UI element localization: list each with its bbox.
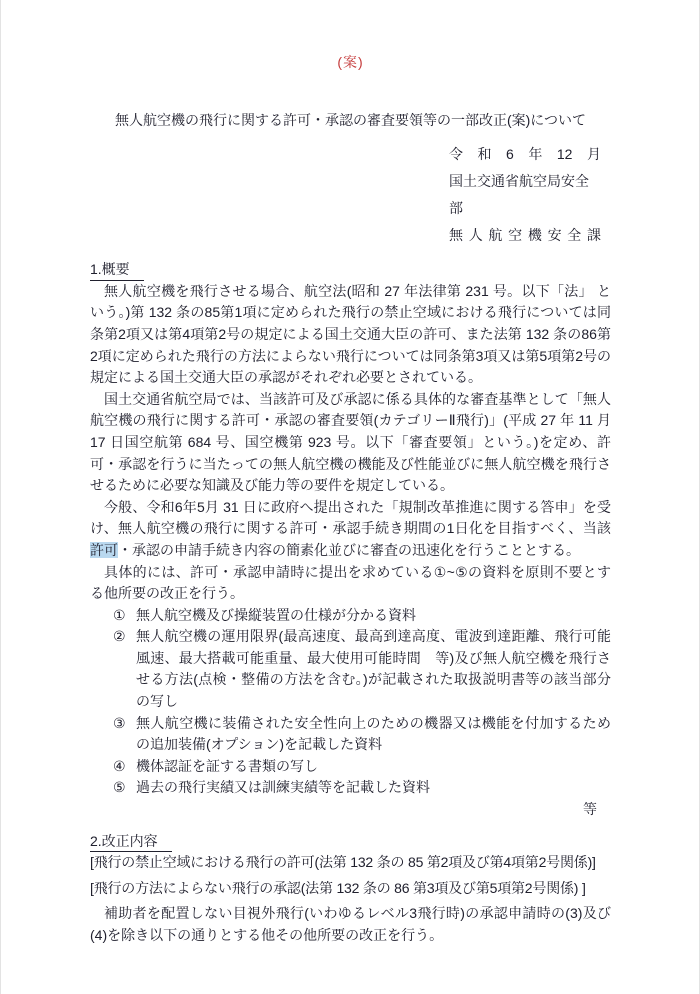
etc-note: 等 xyxy=(583,801,597,818)
list-item xyxy=(90,777,611,799)
list-item xyxy=(90,756,611,778)
list-item-number: ③ xyxy=(113,714,126,731)
bracket-note-approval: [飛行の方法によらない飛行の承認(法第 132 条の 86 第3項及び第5項第2号関係) ] xyxy=(90,879,586,896)
document-list xyxy=(90,605,611,799)
paragraph-concrete-change: 具体的には、許可・承認申請時に提出を求めている①~⑤の資料を原則不要とする他所要の改正を行う。 xyxy=(90,563,611,602)
list-item-text: 機体認証を証する書類の写し xyxy=(136,757,318,774)
section-overview xyxy=(90,259,611,820)
list-item-number: ④ xyxy=(113,757,126,774)
list-item xyxy=(90,713,611,756)
list-item-number: ② xyxy=(113,628,126,645)
section-2-heading: 2.改正内容 xyxy=(90,831,172,853)
draft-label: (案) xyxy=(337,54,364,70)
list-item xyxy=(90,605,611,627)
paragraph-text-before-highlight: 今般、令和6年5月 31 日に政府へ提出された「規制改革推進に関する答申」を受け、無人航空機の飛行に関する許可・承認手続き期間の1日化を目指すべく、当該 xyxy=(90,498,611,537)
byline-block xyxy=(449,141,601,249)
paragraph-law-basis: 無人航空機を飛行させる場合、航空法(昭和 27 年法律第 231 号。以下「法」 という。)第 132 条の85第1項に定められた飛行の禁止空域における飛行については同条第2項又は第4項第2号の規定による国土交通大臣の許可、また法第 132 条の86第2項に定められた飛行の方法によらない飛行については同条第3項又は第5項第2号の規定による国土交通大臣の承認がそれぞれ必要とされている。 xyxy=(90,282,611,386)
paragraph-reform-policy xyxy=(90,497,611,562)
list-item-text: 無人航空機に装備された安全性向上のための機器又は機能を付加するための追加装備(オプション)を記載した資料 xyxy=(136,714,611,753)
bracket-note-permission: [飛行の禁止空域における飛行の許可(法第 132 条の 85 第2項及び第4項第2号関係)] xyxy=(90,854,596,871)
org-department: 国土交通省航空局安全部 xyxy=(449,173,589,217)
section-1-heading-row xyxy=(90,259,611,281)
section-1-heading: 1.概要 xyxy=(90,259,144,281)
paragraph-text-after-highlight: ・承認の申請手続き内容の簡素化並びに審査の迅速化を行うこととする。 xyxy=(118,541,580,558)
section-2-heading-row xyxy=(90,831,611,853)
highlighted-text: 許可 xyxy=(90,541,118,558)
section-revision xyxy=(90,831,611,947)
list-item-text: 過去の飛行実績又は訓練実績等を記載した資料 xyxy=(136,779,430,796)
document-title: 無人航空機の飛行に関する許可・承認の審査要領等の一部改正(案)について xyxy=(114,111,587,128)
org-division: 無人航空機安全課 xyxy=(449,227,601,244)
date-line: 令和6年12月 xyxy=(449,146,601,163)
paragraph-examination-guideline: 国土交通省航空局では、当該許可及び承認に係る具体的な審査基準として「無人航空機の飛行に関する許可・承認の審査要領(カテゴリーⅡ飛行)」(平成 27 年 11 月 17 日国空航第 684 号、国空機第 923 号。以下「審査要領」という。)を定め、許可・承認を行うに当たっての無人航空機の機能及び性能並びに無人航空機を飛行させるために必要な知識及び能力等の要件を規定している。 xyxy=(90,390,611,494)
list-item-number: ① xyxy=(113,606,126,623)
paragraph-level3-flight: 補助者を配置しない目視外飛行(いわゆるレベル3飛行時)の承認申請時の(3)及び(4)を除き以下の通りとする他その他所要の改正を行う。 xyxy=(90,905,611,943)
list-item-text: 無人航空機及び操縦装置の仕様が分かる資料 xyxy=(136,606,416,623)
list-item-number: ⑤ xyxy=(113,779,126,796)
list-item-text: 無人航空機の運用限界(最高速度、最高到達高度、電波到達距離、飛行可能風速、最大搭載可能重量、最大使用可能時間 等)及び無人航空機を飛行させる方法(点検・整備の方法を含む。)が記載された取扱説明書等の該当部分の写し xyxy=(136,628,611,710)
list-item xyxy=(90,626,611,712)
